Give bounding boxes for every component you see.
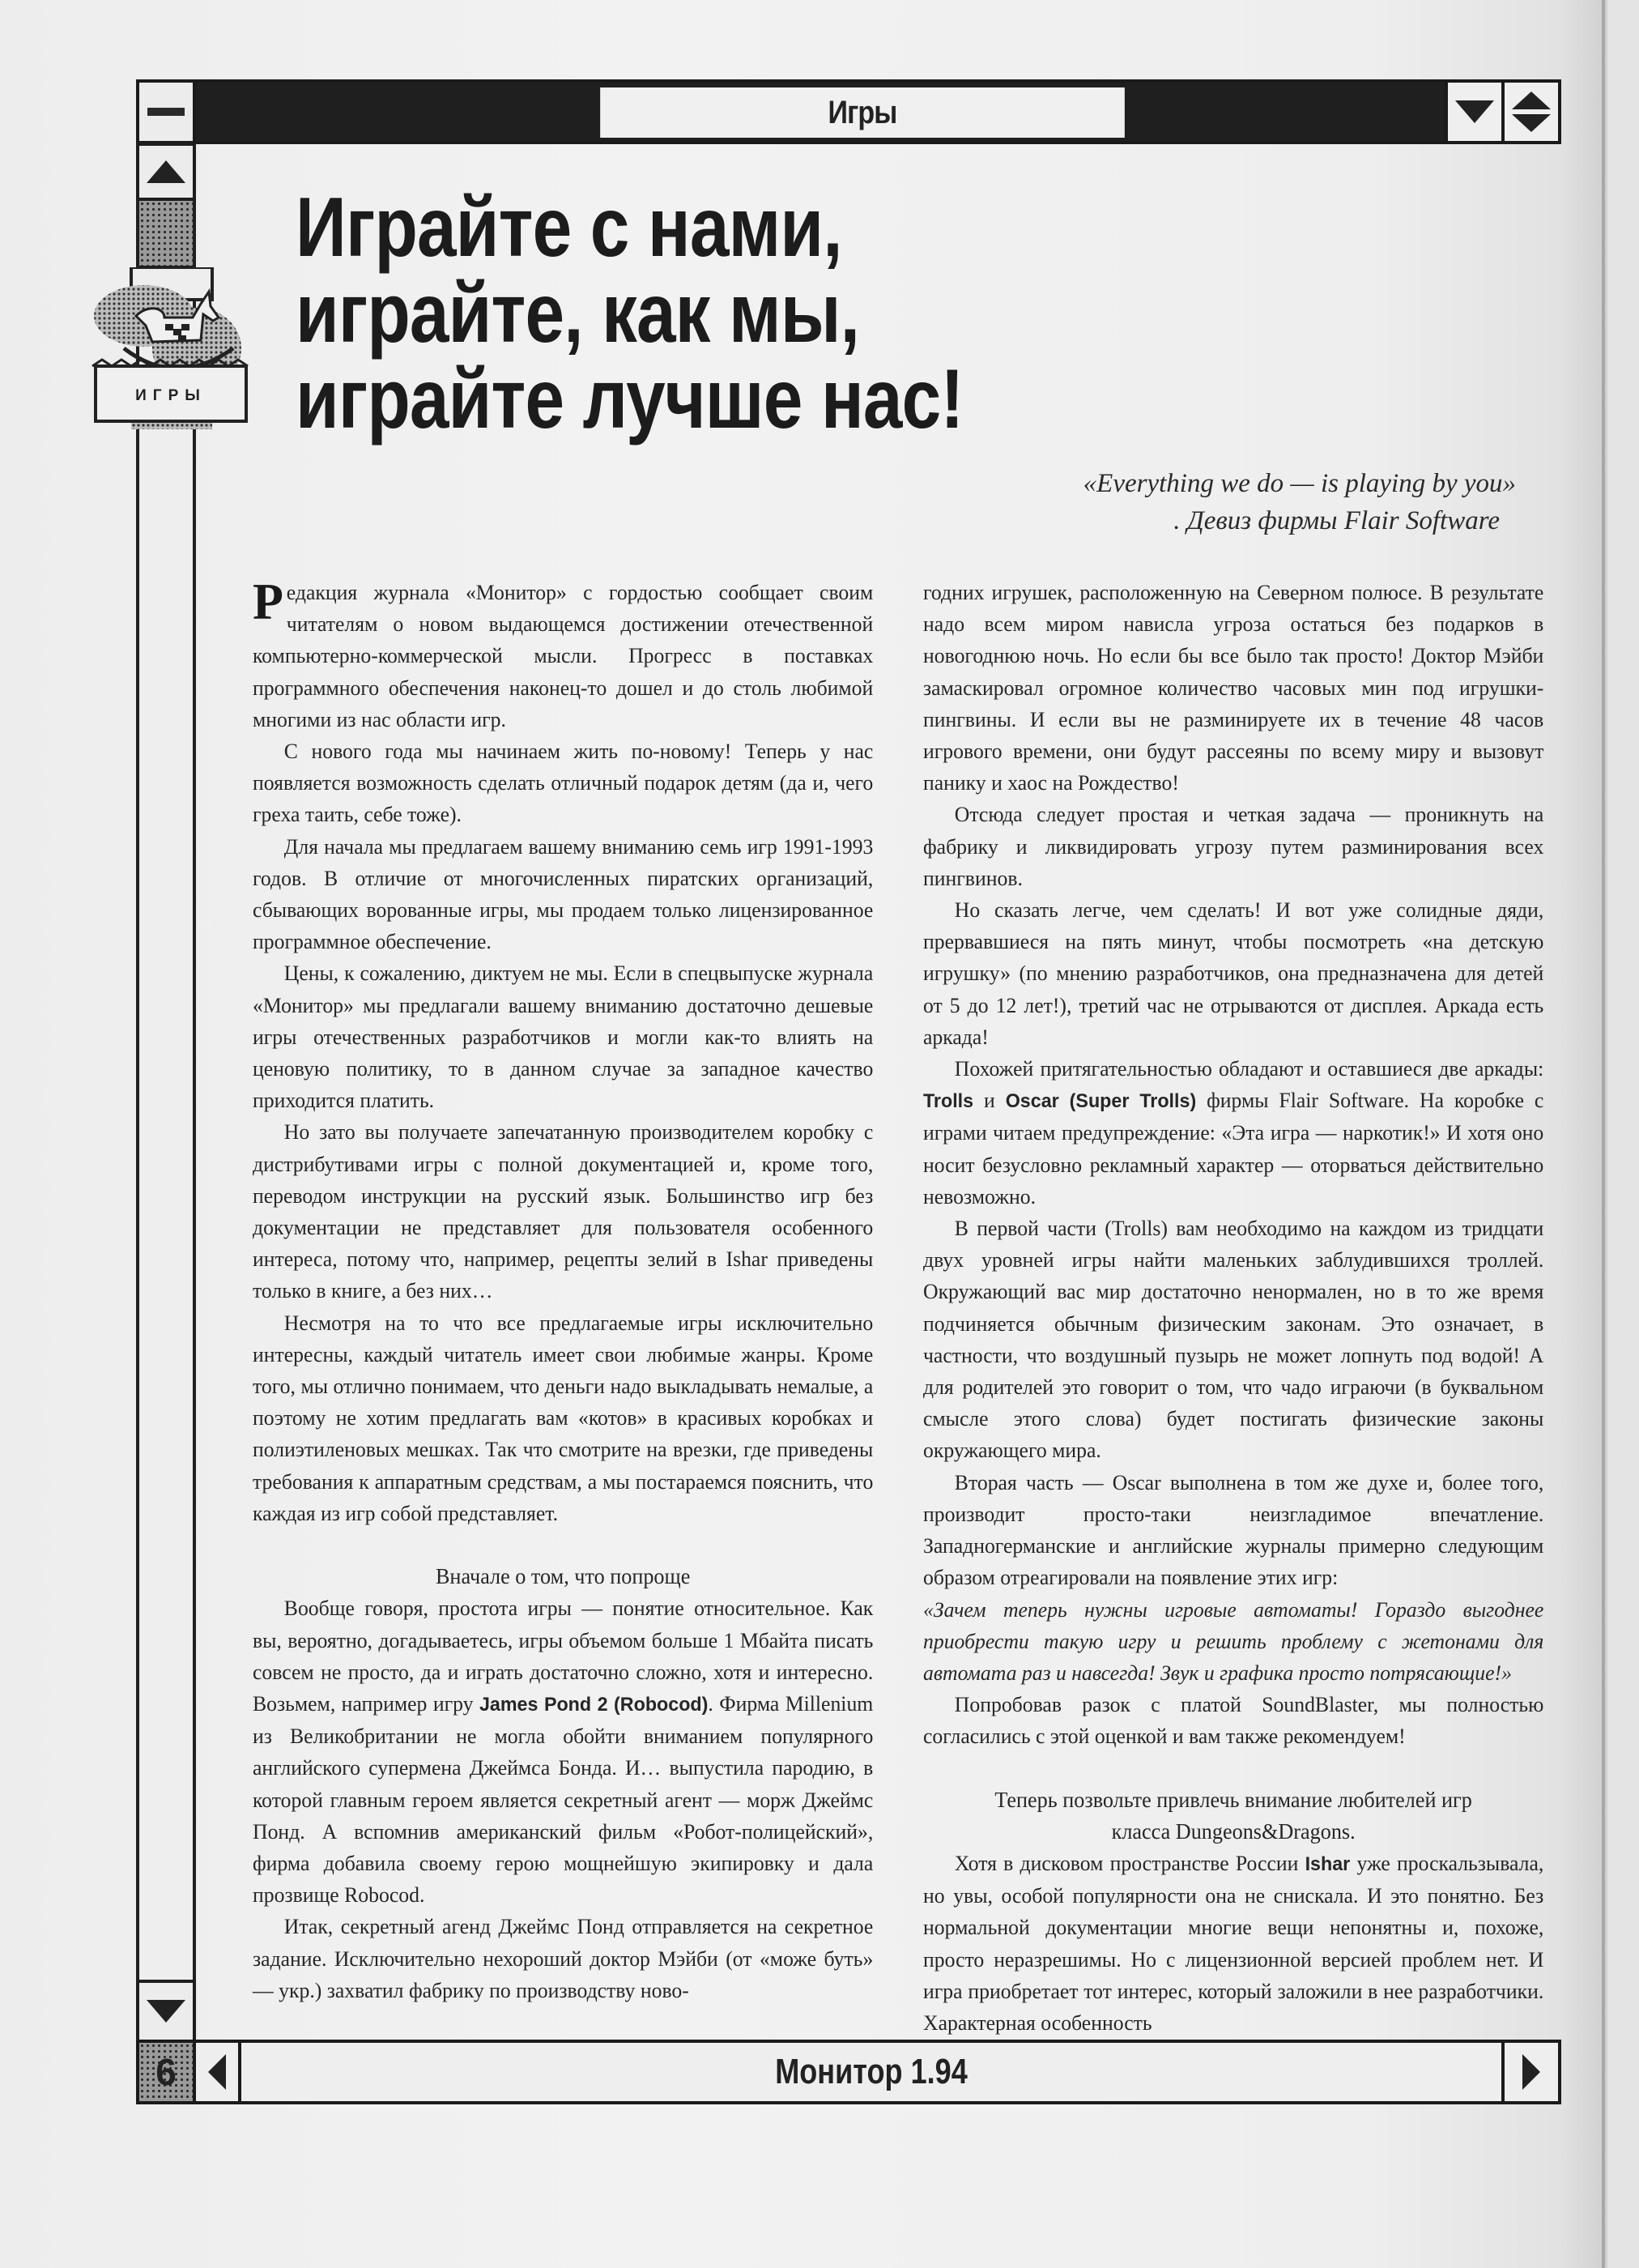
headline-line: играйте лучше нас! [296, 352, 964, 446]
paragraph: годних игрушек, расположенную на Северном полюсе. В результате надо всем миром нависла угроза остаться без подарков в новогоднюю ночь. Но если бы все было так просто! Доктор Мэйби замаскировал огромное количество часовых мин под игрушки-пингвины. И если вы не разминируете их в течение 48 часов игрового времени, они будут рассеяны по всему миру и вызовут панику и хаос на Рождество! [923, 580, 1544, 795]
section-title: Игры [600, 87, 1125, 138]
window-menu-button[interactable] [139, 83, 196, 141]
paragraph: Для начала мы предлагаем вашему вниманию семь игр 1991-1993 годов. В отличие от многочисленных пиратских организаций, сбывающих ворованные игры, мы продаем только лицензированное программное обеспечение. [253, 833, 874, 954]
epigraph [787, 465, 1516, 539]
article-column-right [923, 577, 1543, 2039]
paragraph: Похожей притягательностью обладают и оставшиеся две аркады: Trolls и Oscar (Super Trolls) фирмы Flair Software. На коробке с играми читаем предупреждение: «Эта игра — наркотик!» И хотя оно носит безусловно рекламный характер — оторваться действительно невозможно. [923, 1056, 1544, 1209]
triangle-up-icon [147, 160, 185, 183]
resize-button[interactable] [1501, 83, 1558, 141]
paragraph: Вообще говоря, простота игры — понятие относительное. Как вы, вероятно, догадываетесь, игры объемом больше 1 Мбайта писать совсем не просто, да и играть достаточно сложно, хотя и интересно. Возьмем, например игру James Pond 2 (Robocod). Фирма Millenium из Великобритании не могла обойти вниманием популярного английского супермена Джеймса Бонда. И… выпустила пародию, в которой главным героем является секретный агент — морж Джеймс Понд. А вспомнив американский фильм «Робот-полицейский», фирма добавила своему герою мощнейшую экипировку и дала прозвище Robocod. [253, 1596, 874, 1908]
press-quote: «Зачем теперь нужны игровые автоматы! Гораздо выгоднее приобрести такую игру и решить проблему с жетонами для автомата раз и навсегда! Звук и графика просто потрясающие!» [923, 1597, 1544, 1685]
headline-line: играйте, как мы, [296, 266, 860, 360]
subheading: Вначале о том, что попроще [435, 1564, 691, 1589]
triangle-right-icon [1522, 2054, 1540, 2090]
triangle-left-icon [208, 2054, 226, 2090]
paragraph: Несмотря на то что все предлагаемые игры исключительно интересны, каждый читатель имеет свои любимые жанры. Кроме того, мы отлично понимаем, что деньги надо выкладывать немалые, а поэтому не хотим предлагать вам «котов» в красивых коробках и полиэтиленовых мешках. Так что смотрите на врезки, где приведены требования к аппаратным средствам, а мы постараемся пояснить, что каждая из игр собой представляет. [253, 1310, 874, 1525]
drop-cap: Р [253, 573, 283, 630]
triangle-down-icon [1455, 100, 1494, 123]
section-logo [87, 267, 258, 446]
epigraph-author: . Девиз фирмы Flair Software [1173, 506, 1500, 535]
paragraph: Вторая часть — Oscar выполнена в том же духе и, более того, производит просто-таки неизгладимое впечатление. Западногерманские и английские журналы примерно следующим образом отреагировали на появление этих игр: [923, 1469, 1544, 1590]
page-footer-bar [136, 2040, 1561, 2104]
epigraph-quote: «Everything we do — is playing by you» [1083, 469, 1516, 498]
paragraph: Хотя в дисковом пространстве России Ishar уже проскальзывала, но увы, особой популярности она не снискала. И это понятно. Без нормальной документации многие вещи непонятны и, похоже, просто неразрешимы. Но с лицензионной версией проблем нет. И игра приобретает тот интерес, который заложили в нее разработчики. Характерная особенность [923, 1850, 1544, 2035]
page-edge [1602, 0, 1605, 2268]
paragraph: С нового года мы начинаем жить по-новому! Теперь у нас появляется возможность сделать отличный подарок детям (да и, чего греха таить, себе тоже). [253, 739, 874, 827]
subheading: Теперь позвольте привлечь внимание любителей игр [994, 1787, 1472, 1812]
scroll-down-button[interactable] [136, 1980, 196, 2043]
paragraph: Отсюда следует простая и четкая задача — проникнуть на фабрику и ликвидировать угрозу путем разминирования всех пингвинов. [923, 802, 1544, 890]
scrollbar-thumb[interactable] [139, 201, 193, 269]
up-down-arrows-icon [1512, 92, 1551, 132]
paragraph: В первой части (Trolls) вам необходимо на каждом из тридцати двух уровней игры найти маленьких заблудившихся троллей. Окружающий вас мир достаточно ненормален, но в то же время подчиняется обычным физическим законам. Это означает, в частности, что воздушный пузырь не может лопнуть под водой! А для родителей это говорит о том, что чадо играючи (в буквальном смысле этого слова) будет постигать физические законы окружающего мира. [923, 1216, 1544, 1463]
paragraph: Редакция журнала «Монитор» с гордостью сообщает своим читателям о новом выдающемся достижении отечественной компьютерно-коммерческой мысли. Прогресс в поставках программного обеспечения наконец-то дошел и до столь любимой многими из нас области игр. [253, 573, 874, 731]
article-column-left [253, 573, 874, 2006]
minus-icon [147, 108, 185, 116]
next-page-button[interactable] [1501, 2043, 1558, 2101]
previous-page-button[interactable] [196, 2043, 241, 2101]
page-number: 6 [139, 2043, 196, 2101]
subheading: класса Dungeons&Dragons. [1111, 1818, 1356, 1844]
section-title-bar [136, 79, 1561, 144]
game-title: Ishar [1305, 1852, 1351, 1875]
headline-line: Играйте с нами, [296, 181, 842, 275]
logo-label: ИГРЫ [135, 387, 206, 404]
game-title: James Pond 2 (Robocod) [479, 1693, 709, 1716]
minimize-button[interactable] [1445, 83, 1501, 141]
paragraph: Цены, к сожалению, диктуем не мы. Если в спецвыпуске журнала «Монитор» мы предлагали вашему вниманию достаточно дешевые игры отечественных разработчиков и могли как-то влиять на ценовую политику, то в данном случае за западное качество приходится платить. [253, 961, 874, 1113]
paragraph: Но сказать легче, чем сделать! И вот уже солидные дяди, прервавшиеся на пять минут, чтобы посмотреть «на детскую игрушку» (по мнению разработчиков, она предназначена для детей от 5 до 12 лет!), третий час не отрываются от дисплея. Аркада есть аркада! [923, 897, 1544, 1049]
paragraph: Попробовав разок с платой SoundBlaster, мы полностью согласились с этой оценкой и вам также рекомендуем! [923, 1692, 1544, 1749]
game-title: Trolls [923, 1090, 974, 1113]
article-headline [296, 181, 1112, 446]
paragraph: Но зато вы получаете запечатанную производителем коробку с дистрибутивами игры с полной документацией и, кроме того, переводом инструкции на русский язык. Большинство игр без документации не представляет для пользователя особенного интереса, потому что, например, рецепты зелий в Ishar приведены только в книге, а без них… [253, 1119, 874, 1303]
paragraph: Итак, секретный агенд Джеймс Понд отправляется на секретное задание. Исключительно нехороший доктор Мэйби (от «може буть» — укр.) захватил фабрику по производству ново- [253, 1914, 874, 2002]
game-title: Oscar (Super Trolls) [1005, 1090, 1197, 1113]
scroll-up-button[interactable] [136, 143, 196, 201]
magazine-issue-title: Монитор 1.94 [775, 2052, 968, 2091]
triangle-down-icon [147, 2000, 185, 2023]
